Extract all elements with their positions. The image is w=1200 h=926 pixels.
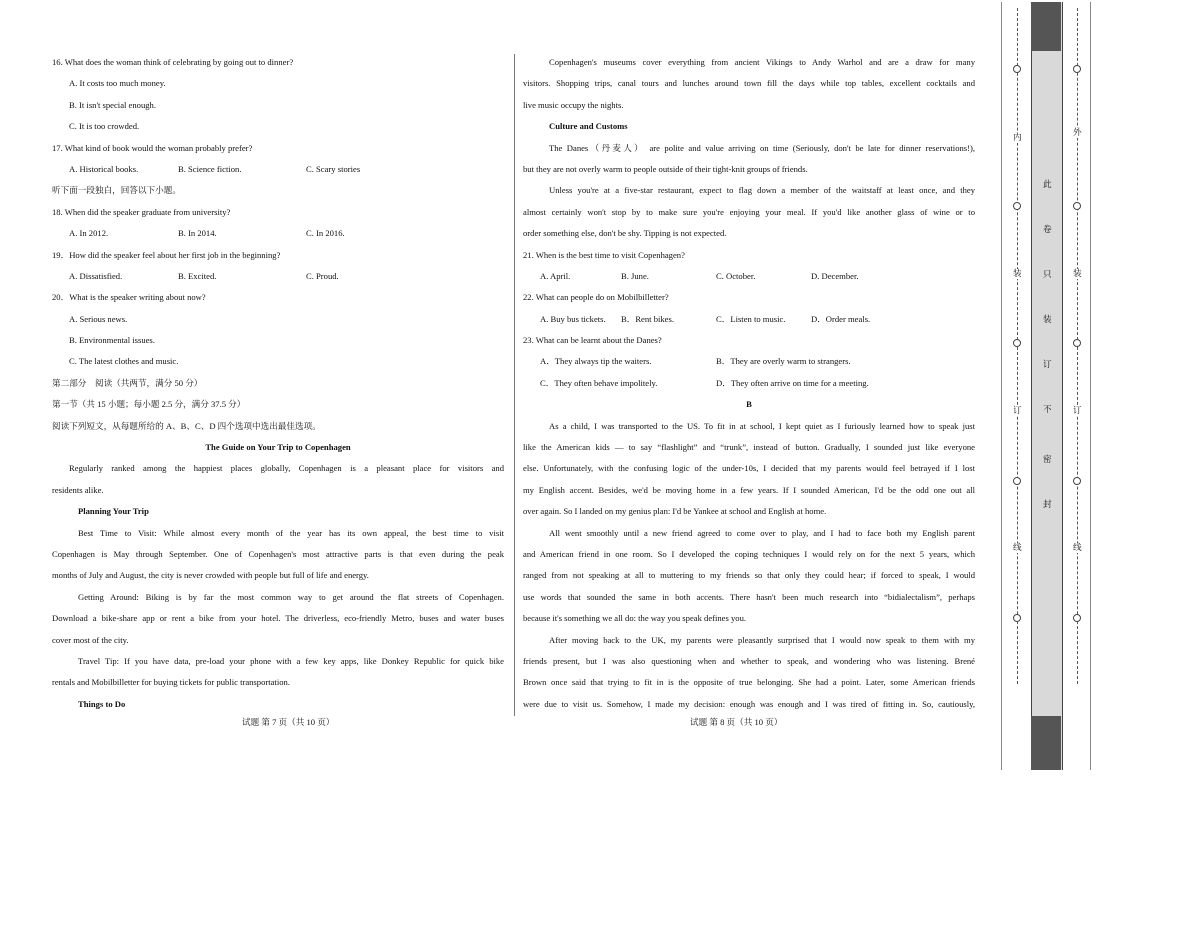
band-char: 封 <box>1043 500 1052 510</box>
right-column <box>523 52 975 715</box>
q20-option-a: A. Serious news. <box>69 313 128 324</box>
after-line-1: After moving back to the UK, my parents were pleasantly surprised that I would now speak to them with my <box>549 634 975 645</box>
band-dark-block-top <box>1031 2 1061 51</box>
smooth-line-4: use words that sounded the same in both accents. There hasn't been much research into “bidialectalism”, perhaps <box>523 591 975 602</box>
page-footer-7: 试题 第 7 页（共 10 页） <box>242 717 335 727</box>
q19-option-a: A. Dissatisfied. <box>69 270 123 281</box>
getting-around-line-2: Download a bike-share app or rent a bike from your hotel. The driverless, eco-friendly Metro, buses and water buses <box>52 613 504 624</box>
smooth-line-1: All went smoothly until a new friend agreed to come over to play, and I had to face both my English parent <box>549 527 975 538</box>
section1-heading: 第一节（共 15 小题；每小题 2.5 分，满分 37.5 分） <box>52 399 246 410</box>
q20-option-b: B. Environmental issues. <box>69 335 155 346</box>
q21-option-b: B. June. <box>621 270 649 281</box>
band-char: 不 <box>1043 405 1052 415</box>
culture-heading: Culture and Customs <box>549 121 628 132</box>
seal-hole-circle <box>1013 477 1021 485</box>
inner-strip-char: 内 <box>1013 133 1022 143</box>
travel-tip-line-1: Travel Tip: If you have data, pre-load your phone with a few key apps, like Donkey Republic for quick bike <box>78 655 504 666</box>
smooth-line-3: ranged from not speaking at all to muttering to my friends so that only they could hear; if forced to speak, I would <box>523 570 975 581</box>
q16-option-b: B. It isn't special enough. <box>69 99 156 110</box>
unless-line-2: almost certainly won't stop by to make sure you're enjoying your meal. If you'd like another glass of wine or to <box>523 206 975 217</box>
q23-option-b: B．They are overly warm to strangers. <box>716 356 851 367</box>
question-16: 16. What does the woman think of celebrating by going out to dinner? <box>52 57 294 67</box>
museums-line-2: visitors. Shopping trips, canal tours and lunches around town fill the days while top tables, excellent cocktails and <box>523 78 975 89</box>
q17-option-c: C. Scary stories <box>306 163 361 174</box>
q19-options <box>52 266 504 287</box>
q21-option-d: D. December. <box>811 270 859 281</box>
planning-heading: Planning Your Trip <box>78 506 149 517</box>
q16-option-c: C. It is too crowded. <box>69 121 140 132</box>
getting-around-line-3: cover most of the city. <box>52 634 129 645</box>
smooth-line-2: and American friend in one room. So I developed the coping techniques I would rely on for the next 5 years, which <box>523 548 975 559</box>
q23-options-cd <box>523 373 975 394</box>
q22-option-d: D．Order meals. <box>811 313 871 324</box>
seal-hole-circle <box>1073 614 1081 622</box>
getting-around-line-1: Getting Around: Biking is by far the most common way to get around the flat streets of Copenhagen. <box>78 591 504 602</box>
intro-line-1: Regularly ranked among the happiest places globally, Copenhagen is a pleasant place for visitors and <box>69 463 504 474</box>
part2-heading: 第二部分 阅读（共两节，满分 50 分） <box>52 377 203 388</box>
q21-options <box>523 266 975 287</box>
left-column <box>52 52 504 715</box>
passage-b-label: B <box>746 399 752 410</box>
things-heading: Things to Do <box>78 698 126 709</box>
seal-hole-circle <box>1013 614 1021 622</box>
best-time-line-1: Best Time to Visit: While almost every month of the year has its own appeal, the best time to visit <box>78 527 504 538</box>
binding-edge-left <box>1001 2 1002 770</box>
q21-option-a: A. April. <box>540 270 571 281</box>
q22-option-c: C．Listen to music. <box>716 313 786 324</box>
unless-line-1: Unless you're at a five-star restaurant, expect to flag down a member of the waitstaff at least once, and they <box>549 185 975 196</box>
child-line-3: else. Unfortunately, with the confusing logic of the under-10s, I decided that my parents would feel betrayed if I lost <box>523 463 975 474</box>
question-22: 22. What can people do on Mobilbilletter? <box>523 292 669 303</box>
q23-option-a: A．They always tip the waiters. <box>540 356 652 367</box>
band-dark-block-bottom <box>1031 716 1061 770</box>
question-21: 21. When is the best time to visit Copenhagen? <box>523 249 685 260</box>
q17-option-a: A. Historical books. <box>69 163 139 174</box>
seal-hole-circle <box>1073 65 1081 73</box>
q16-option-a: A. It costs too much money. <box>69 78 166 89</box>
q19-option-c: C. Proud. <box>306 270 339 281</box>
band-char: 订 <box>1043 360 1052 370</box>
column-divider <box>514 54 515 716</box>
question-18: 18. When did the speaker graduate from university? <box>52 206 231 217</box>
q23-option-c: C．They often behave impolitely. <box>540 377 658 388</box>
best-time-line-2: Copenhagen is May through September. One of Copenhagen's most attractive parts is that even during the peak <box>52 548 504 559</box>
band-char: 装 <box>1043 315 1052 325</box>
danes-line-2: but they are not overly warm to people outside of their tight-knit groups of friends. <box>523 163 808 174</box>
seal-hole-circle <box>1013 339 1021 347</box>
band-char: 只 <box>1043 270 1052 280</box>
inner-strip-char: 订 <box>1013 406 1022 416</box>
seal-hole-circle <box>1013 65 1021 73</box>
q22-option-a: A. Buy bus tickets. <box>540 313 606 324</box>
q19-option-b: B. Excited. <box>178 270 217 281</box>
q17-option-b: B. Science fiction. <box>178 163 242 174</box>
q18-option-c: C. In 2016. <box>306 228 345 239</box>
q17-options <box>52 159 504 180</box>
child-line-5: over again. So I landed on my genius plan: I'd be Yankee at school and English at home. <box>523 506 827 517</box>
question-19: 19．How did the speaker feel about her first job in the beginning? <box>52 249 281 260</box>
q18-option-a: A. In 2012. <box>69 228 109 239</box>
inner-strip-char: 线 <box>1013 543 1022 553</box>
monologue-instruction: 听下面一段独白，回答以下小题。 <box>52 185 181 196</box>
q23-options-ab <box>523 351 975 372</box>
seal-hole-circle <box>1073 339 1081 347</box>
question-23: 23. What can be learnt about the Danes? <box>523 335 662 346</box>
child-line-1: As a child, I was transported to the US. To fit in at school, I kept quiet as I furiously learned how to speak just <box>549 420 975 431</box>
question-20: 20．What is the speaker writing about now? <box>52 292 206 303</box>
q20-option-c: C. The latest clothes and music. <box>69 356 179 367</box>
outer-strip-char: 订 <box>1073 406 1082 416</box>
museums-line-1: Copenhagen's museums cover everything from ancient Vikings to Andy Warhol and are a draw for many <box>549 57 975 67</box>
reading-instruction: 阅读下列短文，从每题所给的 A、B、C、D 四个选项中选出最佳选项。 <box>52 420 321 431</box>
seal-hole-circle <box>1013 202 1021 210</box>
q22-option-b: B．Rent bikes. <box>621 313 674 324</box>
child-line-2: like the American kids — to say “flashlight” and “trunk”, instead of button. Gradually, I sounded just like everyone <box>523 442 975 453</box>
q18-options <box>52 223 504 244</box>
binding-band <box>1031 2 1063 770</box>
danes-line-1: The Danes（丹麦人） are polite and value arriving on time (Seriously, don't be late for dinner reservations!), <box>549 142 975 153</box>
passage-title: The Guide on Your Trip to Copenhagen <box>205 442 351 453</box>
smooth-line-5: because it's something we all do: the way you speak defines you. <box>523 613 747 624</box>
band-char: 此 <box>1043 180 1052 190</box>
outer-strip-char: 线 <box>1073 543 1082 553</box>
outer-strip-char: 装 <box>1073 269 1082 279</box>
best-time-line-3: months of July and August, the city is never crowded with people but full of life and energy. <box>52 570 369 581</box>
seal-hole-circle <box>1073 202 1081 210</box>
q21-option-c: C. October. <box>716 270 756 281</box>
after-line-3: Brown once said that trying to fit in is the opposite of true belonging. She had a point. Later, some American friends <box>523 677 975 688</box>
q23-option-d: D．They often arrive on time for a meeting. <box>716 377 869 388</box>
band-char: 卷 <box>1043 225 1052 235</box>
band-char: 密 <box>1043 455 1052 465</box>
seal-hole-circle <box>1073 477 1081 485</box>
travel-tip-line-2: rentals and Mobilbilletter for buying tickets for public transportation. <box>52 677 290 688</box>
q22-options <box>523 309 975 330</box>
after-line-2: friends present, but I was also questioning when and whether to speak, and wondering who was listening. Brené <box>523 655 975 666</box>
question-17: 17. What kind of book would the woman probably prefer? <box>52 142 253 153</box>
unless-line-3: order something else, don't be shy. Tipping is not expected. <box>523 228 727 239</box>
page-footer-8: 试题 第 8 页（共 10 页） <box>690 717 783 727</box>
outer-strip-char: 外 <box>1073 128 1082 138</box>
intro-line-2: residents alike. <box>52 484 104 495</box>
inner-strip-char: 装 <box>1013 269 1022 279</box>
binding-edge-right <box>1090 2 1091 770</box>
child-line-4: my English accent. Besides, we'd be moving home in a few years. If I sounded American, I'd be the odd one out all <box>523 484 975 495</box>
museums-line-3: live music occupy the nights. <box>523 99 624 110</box>
after-line-4: were due to visit us. Somehow, I made my decision: enough was enough and I was tired of fitting in. So, cautiously, <box>523 698 975 709</box>
q18-option-b: B. In 2014. <box>178 228 217 239</box>
